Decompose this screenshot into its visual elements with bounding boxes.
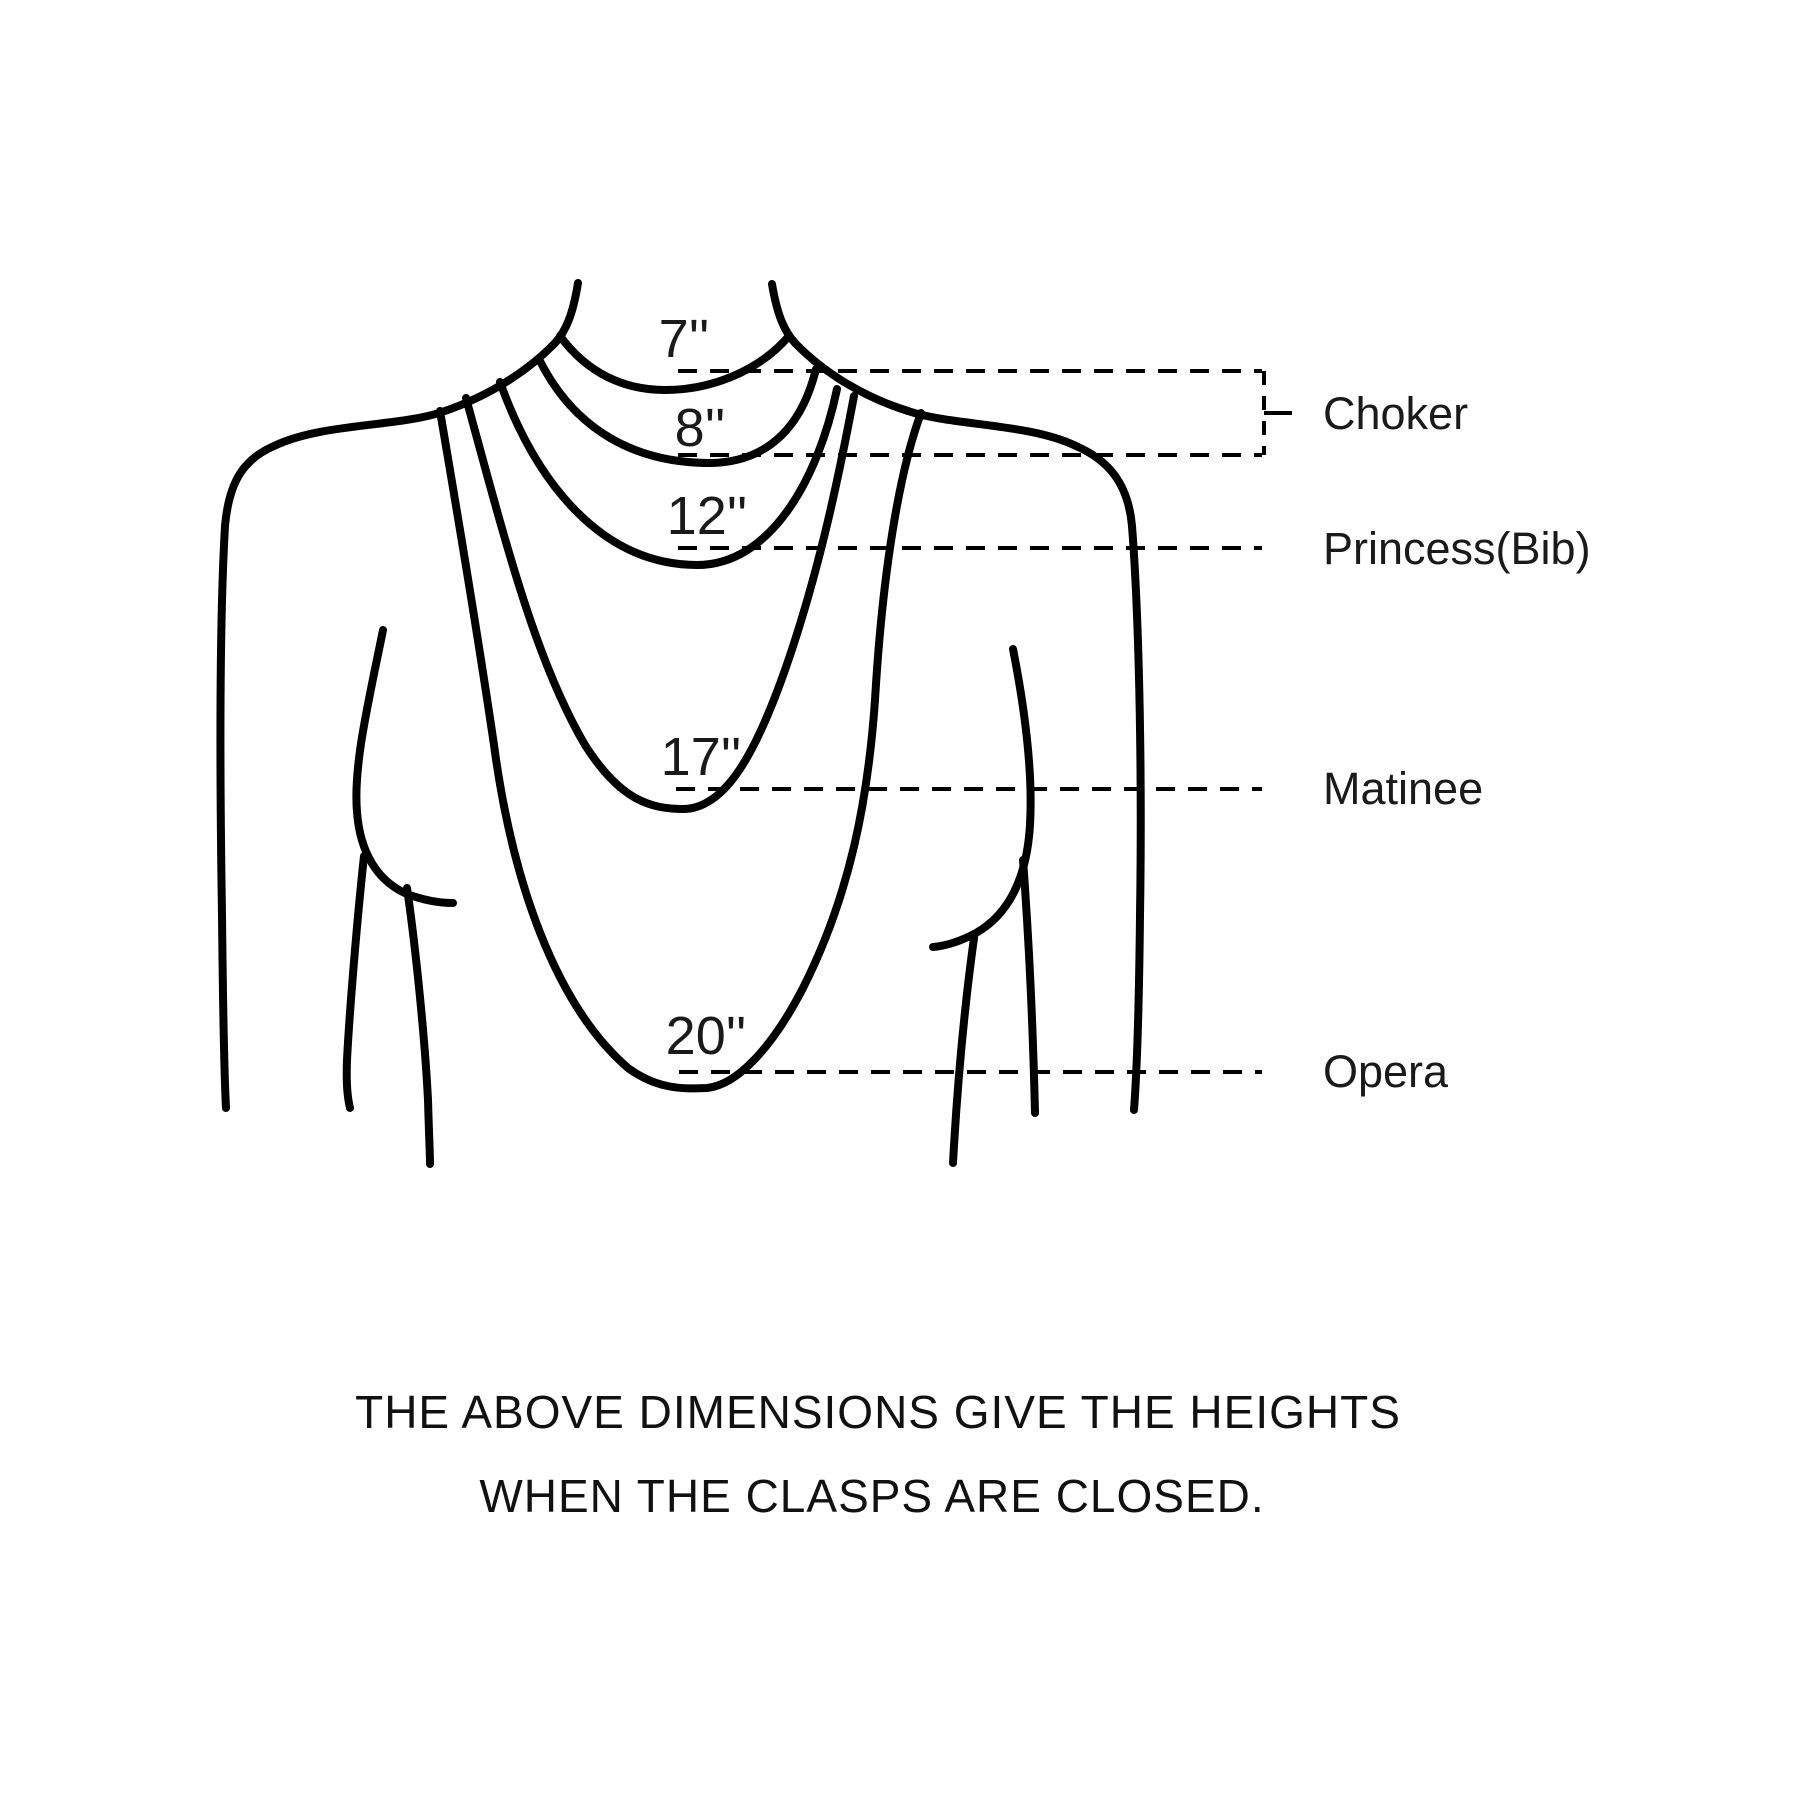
label-princess: Princess(Bib) xyxy=(1323,523,1591,574)
caption-line-2: WHEN THE CLASPS ARE CLOSED. xyxy=(479,1470,1265,1522)
torso-left-neck-shoulder-arm-line xyxy=(220,283,578,1108)
label-matinee: Matinee xyxy=(1323,763,1484,814)
torso-left-waist-line-inner xyxy=(407,888,430,1164)
torso-left-waist-line-outer xyxy=(347,856,364,1108)
style-name-labels xyxy=(1323,388,1591,1097)
size-label-7in: 7'' xyxy=(658,309,710,369)
caption-line-1: THE ABOVE DIMENSIONS GIVE THE HEIGHTS xyxy=(355,1386,1401,1438)
torso-right-waist-line-outer xyxy=(1023,860,1035,1113)
torso-right-bust-line xyxy=(933,649,1031,947)
size-label-8in: 8'' xyxy=(674,398,726,458)
size-label-12in: 12'' xyxy=(666,486,748,546)
torso-left-bust-line xyxy=(356,630,453,903)
torso-right-neck-shoulder-arm-line xyxy=(772,284,1141,1110)
torso-right-waist-line-inner xyxy=(953,938,974,1163)
caption xyxy=(355,1386,1401,1522)
size-labels xyxy=(659,309,748,1066)
size-label-20in: 20'' xyxy=(665,1006,747,1066)
label-opera: Opera xyxy=(1323,1046,1449,1097)
label-choker: Choker xyxy=(1323,388,1469,439)
size-label-17in: 17'' xyxy=(660,727,742,787)
